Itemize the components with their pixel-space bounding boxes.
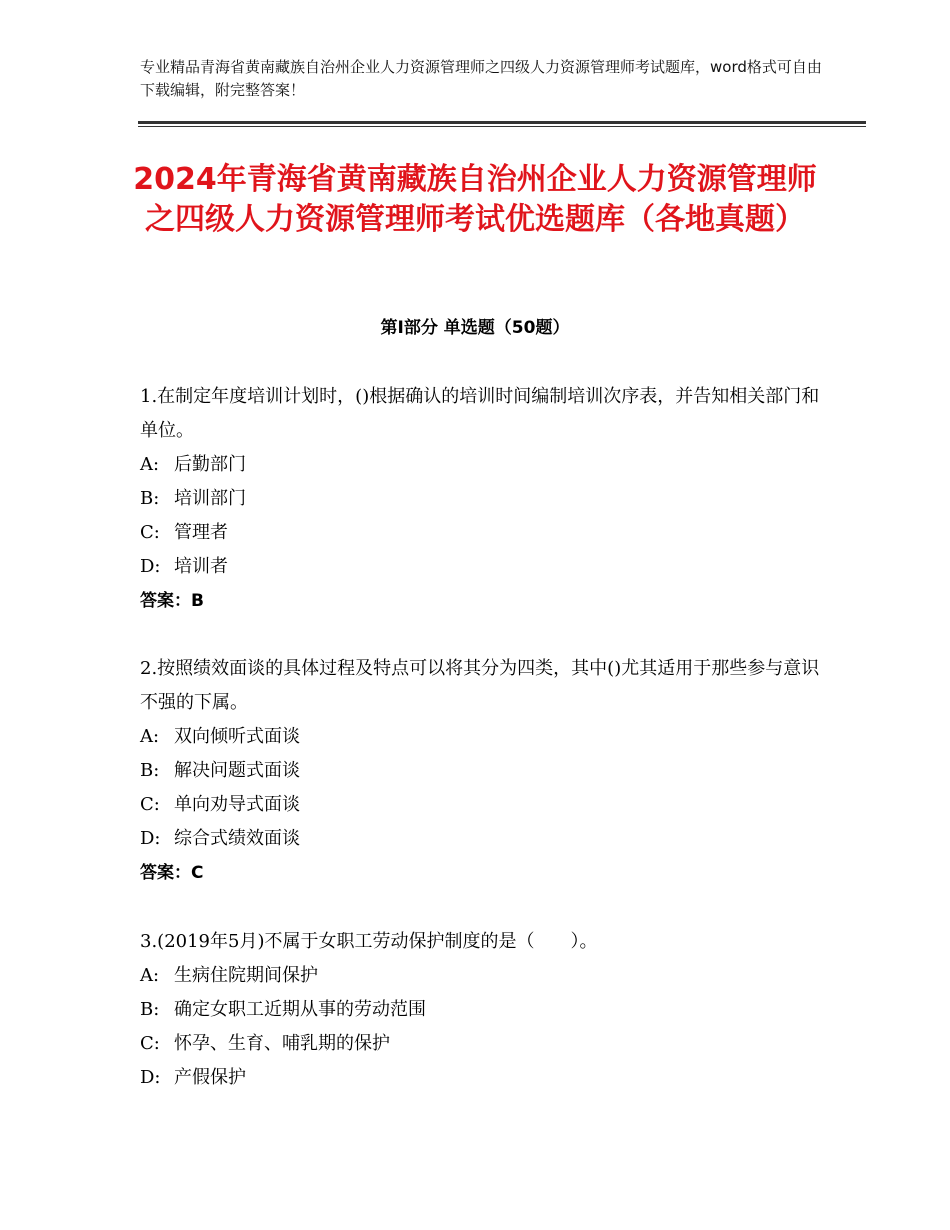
option-d: [140, 1061, 820, 1095]
answer-value: B: [191, 591, 204, 611]
question-text: 3.(2019年5月)不属于女职工劳动保护制度的是（ ）。: [140, 931, 598, 952]
question-text: 1.在制定年度培训计划时，()根据确认的培训时间编制培训次序表，并告知相关部门和单位。: [140, 386, 820, 441]
option-letter: A:: [140, 965, 160, 986]
document-title: 2024年青海省黄南藏族自治州企业人力资源管理师之四级人力资源管理师考试优选题库（各地真题）: [133, 162, 817, 237]
question-2: [140, 652, 820, 890]
question-3: [140, 925, 820, 1095]
option-b: [140, 993, 820, 1027]
answer-label: 答案：: [140, 591, 191, 611]
option-text: 培训者: [174, 556, 228, 577]
option-letter: B:: [140, 488, 160, 509]
answer-label: 答案：: [140, 863, 191, 883]
option-letter: D:: [140, 828, 161, 849]
answer-line: [140, 584, 820, 618]
option-letter: D:: [140, 1067, 161, 1088]
option-text: 单向劝导式面谈: [174, 794, 300, 815]
option-d: [140, 550, 820, 584]
option-text: 后勤部门: [174, 454, 246, 475]
option-letter: B:: [140, 760, 160, 781]
option-letter: B:: [140, 999, 160, 1020]
answer-line: [140, 856, 820, 890]
option-letter: C:: [140, 522, 160, 543]
option-letter: C:: [140, 794, 160, 815]
option-text: 确定女职工近期从事的劳动范围: [174, 999, 426, 1020]
option-text: 解决问题式面谈: [174, 760, 300, 781]
option-letter: C:: [140, 1033, 160, 1054]
option-a: [140, 448, 820, 482]
option-a: [140, 720, 820, 754]
option-c: [140, 1027, 820, 1061]
option-text: 培训部门: [174, 488, 246, 509]
option-a: [140, 959, 820, 993]
question-1: [140, 380, 820, 618]
option-letter: D:: [140, 556, 161, 577]
section-heading: 第Ⅰ部分 单选题（50题）: [380, 318, 570, 338]
question-text: 2.按照绩效面谈的具体过程及特点可以将其分为四类，其中()尤其适用于那些参与意识不强的下属。: [140, 658, 820, 713]
option-text: 双向倾听式面谈: [174, 726, 300, 747]
option-c: [140, 788, 820, 822]
header-rule-thin: [138, 126, 866, 127]
option-b: [140, 754, 820, 788]
option-text: 生病住院期间保护: [174, 965, 318, 986]
option-text: 综合式绩效面谈: [174, 828, 300, 849]
option-text: 管理者: [174, 522, 228, 543]
answer-value: C: [191, 863, 204, 883]
option-text: 产假保护: [174, 1067, 246, 1088]
option-d: [140, 822, 820, 856]
option-letter: A:: [140, 454, 160, 475]
header-note: 专业精品青海省黄南藏族自治州企业人力资源管理师之四级人力资源管理师考试题库，word格式可自由下载编辑，附完整答案！: [140, 58, 822, 99]
option-b: [140, 482, 820, 516]
option-text: 怀孕、生育、哺乳期的保护: [174, 1033, 390, 1054]
header-rule-thick: [138, 121, 866, 124]
option-letter: A:: [140, 726, 160, 747]
option-c: [140, 516, 820, 550]
